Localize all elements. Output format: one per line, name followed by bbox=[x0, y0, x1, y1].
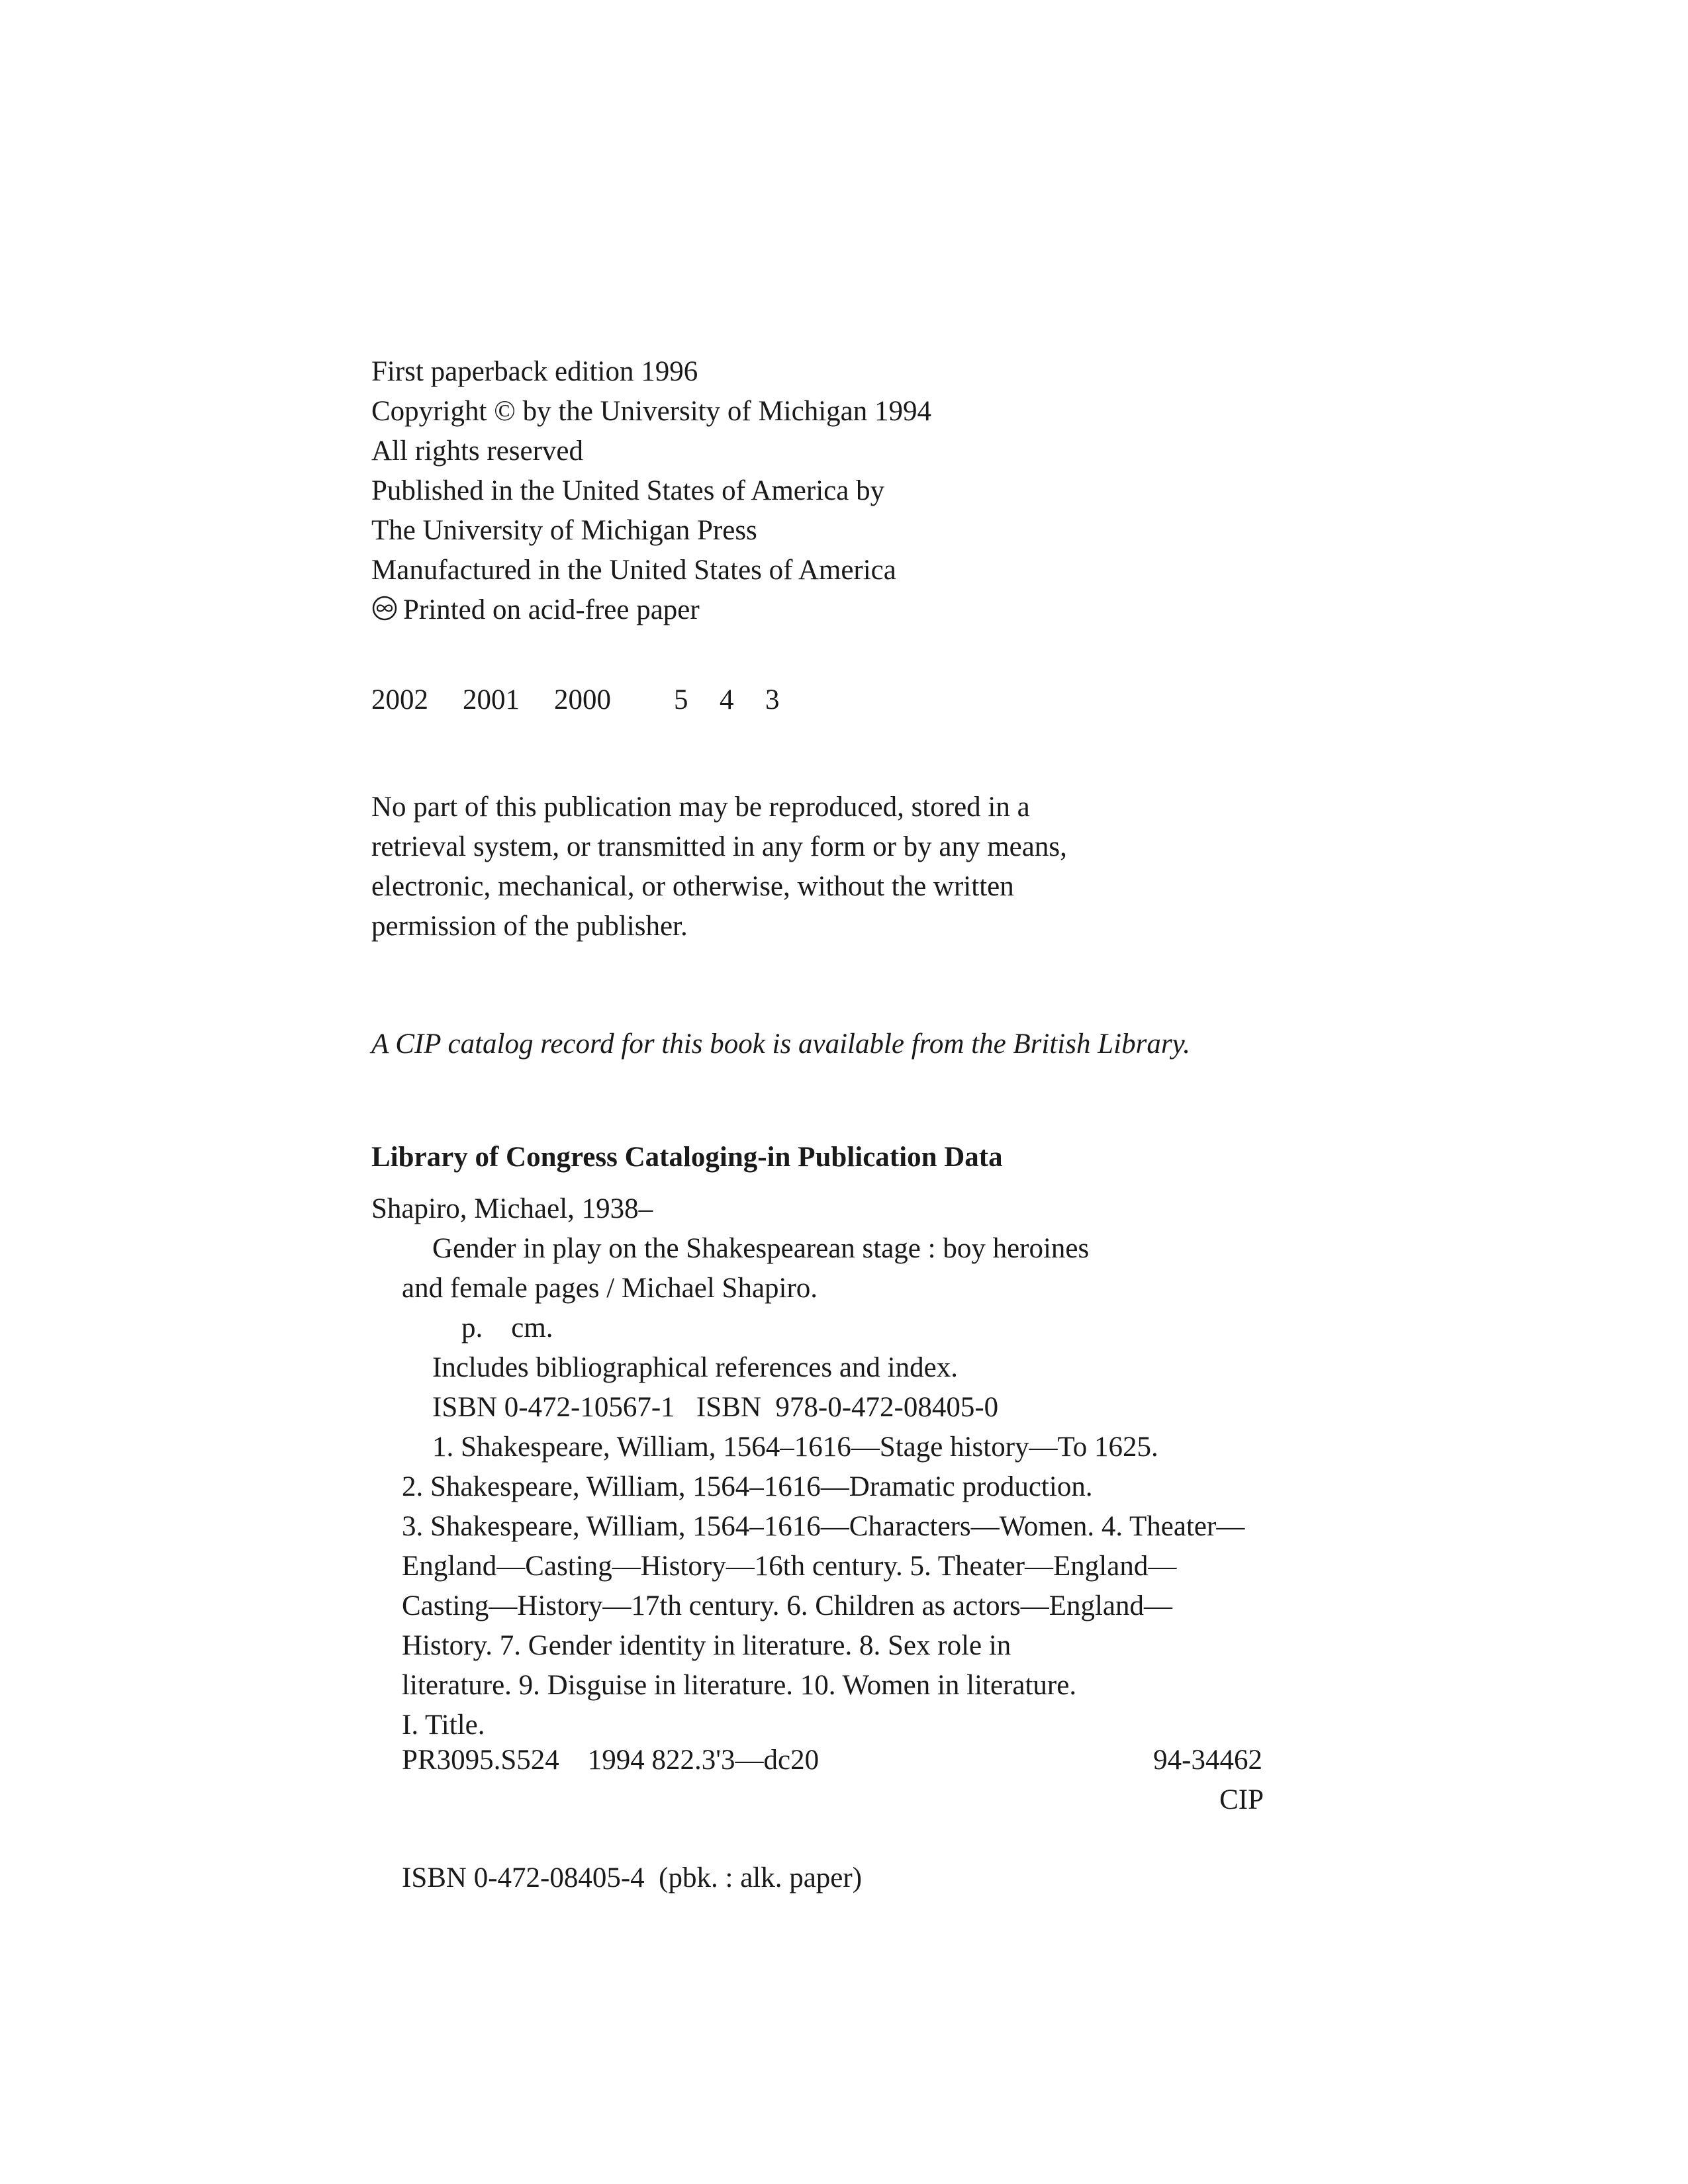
catalog-subject: 3. Shakespeare, William, 1564–1616—Characters—Women. 4. Theater— bbox=[402, 1511, 1245, 1542]
paperback-isbn: ISBN 0-472-08405-4 (pbk. : alk. paper) bbox=[402, 1862, 863, 1893]
classification-row bbox=[402, 1741, 1262, 1780]
printing-number: 5 bbox=[674, 684, 688, 715]
acid-free-line bbox=[371, 590, 931, 633]
printing-year: 2002 bbox=[371, 684, 428, 715]
catalog-subject: Casting—History—17th century. 6. Children as actors—England— bbox=[402, 1590, 1173, 1621]
pub-line-copyright: Copyright © by the University of Michigan 1994 bbox=[371, 396, 931, 427]
british-library-cip-note: A CIP catalog record for this book is available from the British Library. bbox=[371, 1028, 1191, 1060]
cip-label: CIP bbox=[1219, 1784, 1264, 1815]
catalog-notes: Includes bibliographical references and index. bbox=[432, 1352, 958, 1383]
catalog-subject: England—Casting—History—16th century. 5. Theater—England— bbox=[402, 1551, 1177, 1582]
publication-info bbox=[371, 352, 931, 633]
rights-line: electronic, mechanical, or otherwise, without the written bbox=[371, 871, 1014, 902]
printing-number: 3 bbox=[765, 684, 780, 715]
catalog-title-line: Gender in play on the Shakespearean stage : boy heroines bbox=[432, 1233, 1090, 1264]
cataloging-record bbox=[371, 1189, 1265, 1745]
catalog-subject: 1. Shakespeare, William, 1564–1616—Stage history—To 1625. bbox=[432, 1432, 1158, 1463]
rights-line: No part of this publication may be reproduced, stored in a bbox=[371, 792, 1030, 823]
lccn-number: 94-34462 bbox=[1153, 1745, 1262, 1776]
pub-line-manufactured: Manufactured in the United States of America bbox=[371, 555, 896, 586]
rights-notice bbox=[371, 788, 1067, 946]
catalog-subject: I. Title. bbox=[402, 1709, 485, 1741]
catalog-pagination: p. cm. bbox=[461, 1312, 553, 1343]
classification-number: PR3095.S524 1994 822.3'3—dc20 bbox=[402, 1745, 820, 1776]
rights-line: permission of the publisher. bbox=[371, 911, 688, 942]
catalog-subject: 2. Shakespeare, William, 1564–1616—Dramatic production. bbox=[402, 1471, 1093, 1502]
infinity-circle-icon bbox=[371, 593, 398, 633]
catalog-subject: literature. 9. Disguise in literature. 10. Women in literature. bbox=[402, 1670, 1077, 1701]
catalog-subject: History. 7. Gender identity in literature. 8. Sex role in bbox=[402, 1630, 1011, 1661]
catalog-title-line: and female pages / Michael Shapiro. bbox=[402, 1273, 818, 1304]
catalog-isbn: ISBN 0-472-10567-1 ISBN 978-0-472-08405-0 bbox=[432, 1392, 999, 1423]
printing-year: 2000 bbox=[554, 684, 611, 715]
rights-line: retrieval system, or transmitted in any form or by any means, bbox=[371, 831, 1067, 862]
printing-number: 4 bbox=[720, 684, 734, 715]
pub-line-edition: First paperback edition 1996 bbox=[371, 356, 698, 387]
catalog-author: Shapiro, Michael, 1938– bbox=[371, 1193, 653, 1224]
pub-line-published: Published in the United States of America by bbox=[371, 475, 885, 506]
acid-free-text: Printed on acid-free paper bbox=[403, 594, 700, 625]
loc-cip-heading: Library of Congress Cataloging-in Publication Data bbox=[371, 1142, 1003, 1173]
pub-line-publisher: The University of Michigan Press bbox=[371, 515, 757, 546]
pub-line-rights: All rights reserved bbox=[371, 435, 584, 467]
printing-year: 2001 bbox=[463, 684, 520, 715]
